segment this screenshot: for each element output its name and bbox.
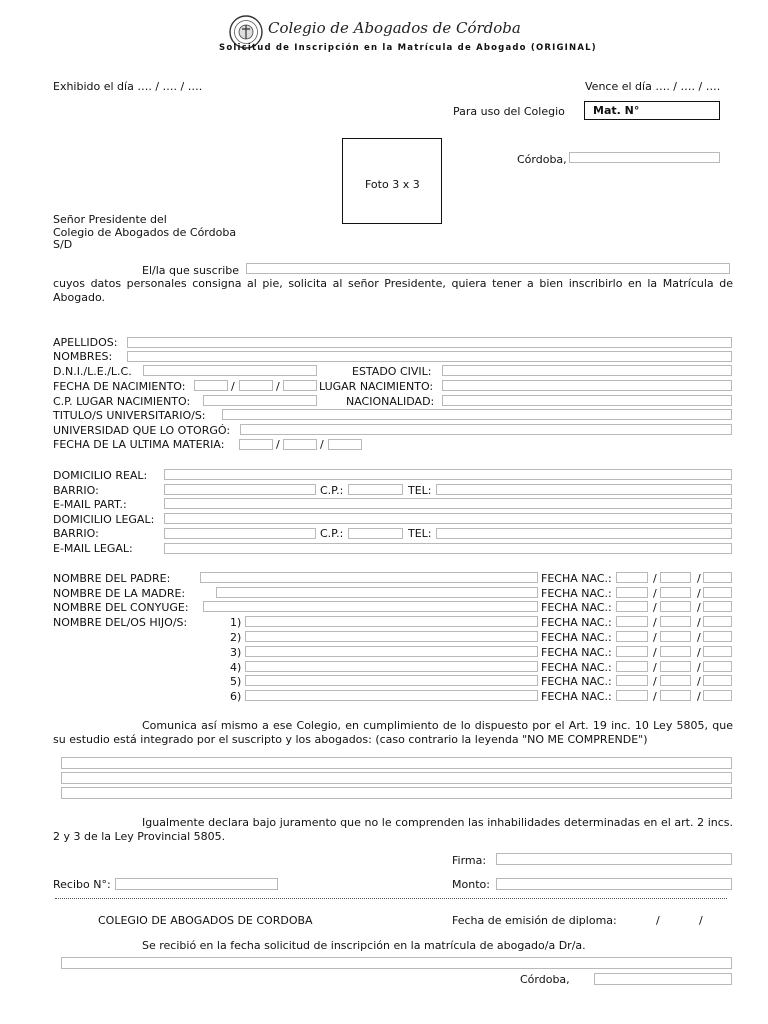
fecha-nac-hijo-1-slash-1: / xyxy=(653,616,657,629)
titulo-field[interactable] xyxy=(222,409,732,420)
fecha-nac-hijo-3-slash-2: / xyxy=(697,646,701,659)
fecha-nac-hijo-6-month[interactable] xyxy=(660,690,691,701)
fecha-nac-hijo-3-label: FECHA NAC.: xyxy=(541,646,612,659)
fecha-nac-madre-slash-2: / xyxy=(697,587,701,600)
tel-label: TEL: xyxy=(408,484,432,497)
org-name: Colegio de Abogados de Córdoba xyxy=(268,19,521,37)
photo-box xyxy=(342,138,442,224)
fecha-nac-padre-label: FECHA NAC.: xyxy=(541,572,612,585)
fecha-nac-hijo-1-month[interactable] xyxy=(660,616,691,627)
domicilio-legal-field[interactable] xyxy=(164,513,732,524)
fecha-nac-hijo-4-label: FECHA NAC.: xyxy=(541,661,612,674)
fecha-nac-padre-month[interactable] xyxy=(660,572,691,583)
fecha-nac-hijo-1-label: FECHA NAC.: xyxy=(541,616,612,629)
dni-field[interactable] xyxy=(143,365,317,376)
footer-slash1: / xyxy=(656,914,660,927)
photo-label: Foto 3 x 3 xyxy=(365,178,420,191)
fecha-nac-padre-day[interactable] xyxy=(616,572,648,583)
address-line3: S/D xyxy=(53,238,73,251)
universidad-field[interactable] xyxy=(240,424,732,435)
tel-field[interactable] xyxy=(436,484,732,495)
fecha-nac-hijo-2-year[interactable] xyxy=(703,631,732,642)
fecha-nac-hijo-5-year[interactable] xyxy=(703,675,732,686)
domicilio-legal-label: DOMICILIO LEGAL: xyxy=(53,513,155,526)
fecha-nac-hijo-6-slash-1: / xyxy=(653,690,657,703)
form-subtitle: Solicitud de Inscripción en la Matrícula de Abogado (ORIGINAL) xyxy=(219,43,597,53)
address-line2: Colegio de Abogados de Córdoba xyxy=(53,226,237,239)
hijo-number: 4) xyxy=(230,661,242,674)
fecha-nac-padre-slash-1: / xyxy=(653,572,657,585)
hijo-number: 1) xyxy=(230,616,242,629)
fecha-nac-padre-year[interactable] xyxy=(703,572,732,583)
domicilio-real-label: DOMICILIO REAL: xyxy=(53,469,148,482)
fecha-nac-slash2: / xyxy=(276,380,280,393)
address-line1: Señor Presidente del xyxy=(53,213,167,226)
hijo-name-field[interactable] xyxy=(245,675,538,686)
nacionalidad-label: NACIONALIDAD: xyxy=(346,395,435,408)
nombres-label: NOMBRES: xyxy=(53,350,113,363)
ultima-materia-label: FECHA DE LA ULTIMA MATERIA: xyxy=(53,438,225,451)
footer-recibio: Se recibió en la fecha solicitud de inscripción en la matrícula de abogado/a Dr/a. xyxy=(142,939,586,952)
cp-label: C.P.: xyxy=(320,484,344,497)
fecha-nac-hijo-5-label: FECHA NAC.: xyxy=(541,675,612,688)
fecha-nac-conyuge-label: FECHA NAC.: xyxy=(541,601,612,614)
fecha-nac-hijo-1-year[interactable] xyxy=(703,616,732,627)
tel-legal-field[interactable] xyxy=(436,528,732,539)
nacionalidad-field[interactable] xyxy=(442,395,732,406)
fecha-nac-hijo-1-slash-2: / xyxy=(697,616,701,629)
dni-label: D.N.I./L.E./L.C. xyxy=(53,365,132,378)
hijo-number: 5) xyxy=(230,675,242,688)
fecha-nac-hijo-6-slash-2: / xyxy=(697,690,701,703)
fecha-nac-conyuge-month[interactable] xyxy=(660,601,691,612)
universidad-label: UNIVERSIDAD QUE LO OTORGÓ: xyxy=(53,424,231,437)
fecha-nac-madre-year[interactable] xyxy=(703,587,732,598)
hijo-number: 2) xyxy=(230,631,242,644)
fecha-nac-conyuge-day[interactable] xyxy=(616,601,648,612)
fecha-nac-slash1: / xyxy=(231,380,235,393)
footer-slash2: / xyxy=(699,914,703,927)
footer-recibio-field[interactable] xyxy=(61,957,732,969)
hijos-label: NOMBRE DEL/OS HIJO/S: xyxy=(53,616,188,629)
ultima-materia-slash2: / xyxy=(320,438,324,451)
exhibido-label: Exhibido el día …. / …. / …. xyxy=(53,80,203,93)
footer-cordoba-field[interactable] xyxy=(594,973,732,985)
padre-label: NOMBRE DEL PADRE: xyxy=(53,572,171,585)
titulo-label: TITULO/S UNIVERSITARIO/S: xyxy=(53,409,206,422)
estado-civil-field[interactable] xyxy=(442,365,732,376)
fecha-nac-madre-month[interactable] xyxy=(660,587,691,598)
fecha-nac-madre-day[interactable] xyxy=(616,587,648,598)
hijo-name-field[interactable] xyxy=(245,646,538,657)
email-legal-field[interactable] xyxy=(164,543,732,554)
fecha-nac-hijo-4-day[interactable] xyxy=(616,661,648,672)
juramento-text: Igualmente declara bajo juramento que no le comprenden las inhabilidades determinadas en el art. 2 incs. 2 y 3 de la Ley Provincial 5805. xyxy=(53,816,733,843)
cp-lugar-label: C.P. LUGAR NACIMIENTO: xyxy=(53,395,191,408)
hijo-name-field[interactable] xyxy=(245,690,538,701)
firma-label: Firma: xyxy=(452,854,487,867)
nombres-field[interactable] xyxy=(127,351,732,362)
estudio-field-2[interactable] xyxy=(61,772,732,784)
firma-field[interactable] xyxy=(496,853,732,865)
footer-colegio: COLEGIO DE ABOGADOS DE CORDOBA xyxy=(98,914,313,927)
fecha-nac-hijo-6-day[interactable] xyxy=(616,690,648,701)
fecha-nac-hijo-2-month[interactable] xyxy=(660,631,691,642)
barrio-legal-field[interactable] xyxy=(164,528,316,539)
suscribe-field[interactable] xyxy=(246,263,730,274)
madre-field[interactable] xyxy=(216,587,538,598)
barrio-legal-label: BARRIO: xyxy=(53,527,99,540)
fecha-nac-hijo-4-slash-2: / xyxy=(697,661,701,674)
fecha-nac-hijo-3-year[interactable] xyxy=(703,646,732,657)
ultima-materia-year[interactable] xyxy=(328,439,362,450)
lugar-nac-field[interactable] xyxy=(442,380,732,391)
fecha-nac-hijo-6-label: FECHA NAC.: xyxy=(541,690,612,703)
recibo-field[interactable] xyxy=(115,878,278,890)
hijo-number: 3) xyxy=(230,646,242,659)
mat-box[interactable] xyxy=(584,101,720,120)
hijo-number: 6) xyxy=(230,690,242,703)
monto-field[interactable] xyxy=(496,878,732,890)
fecha-nac-madre-label: FECHA NAC.: xyxy=(541,587,612,600)
tel-legal-label: TEL: xyxy=(408,527,432,540)
fecha-nac-hijo-6-year[interactable] xyxy=(703,690,732,701)
intro-text: cuyos datos personales consigna al pie, solicita al señor Presidente, quiera tener a bien inscribirlo en la Matrícula de Abogado. xyxy=(53,277,733,304)
fecha-nac-day[interactable] xyxy=(194,380,228,391)
estudio-field-1[interactable] xyxy=(61,757,732,769)
fecha-nac-hijo-5-day[interactable] xyxy=(616,675,648,686)
cp-legal-field[interactable] xyxy=(348,528,403,539)
cut-line xyxy=(55,898,727,899)
cordoba-label: Córdoba, xyxy=(517,153,567,166)
fecha-nac-hijo-2-slash-1: / xyxy=(653,631,657,644)
fecha-nac-conyuge-year[interactable] xyxy=(703,601,732,612)
para-uso-label: Para uso del Colegio xyxy=(453,105,565,118)
fecha-nac-hijo-5-slash-2: / xyxy=(697,675,701,688)
fecha-nac-hijo-1-day[interactable] xyxy=(616,616,648,627)
monto-label: Monto: xyxy=(452,878,490,891)
email-part-label: E-MAIL PART.: xyxy=(53,498,127,511)
domicilio-real-field[interactable] xyxy=(164,469,732,480)
email-part-field[interactable] xyxy=(164,498,732,509)
fecha-nac-hijo-3-month[interactable] xyxy=(660,646,691,657)
hijo-name-field[interactable] xyxy=(245,661,538,672)
fecha-nac-hijo-4-slash-1: / xyxy=(653,661,657,674)
vence-label: Vence el día …. / …. / …. xyxy=(585,80,721,93)
fecha-nac-madre-slash-1: / xyxy=(653,587,657,600)
ultima-materia-slash1: / xyxy=(276,438,280,451)
conyuge-label: NOMBRE DEL CONYUGE: xyxy=(53,601,189,614)
madre-label: NOMBRE DE LA MADRE: xyxy=(53,587,186,600)
barrio-label: BARRIO: xyxy=(53,484,99,497)
fecha-nac-year[interactable] xyxy=(283,380,317,391)
fecha-nac-hijo-5-slash-1: / xyxy=(653,675,657,688)
apellidos-label: APELLIDOS: xyxy=(53,336,118,349)
barrio-field[interactable] xyxy=(164,484,316,495)
fecha-nac-hijo-3-slash-1: / xyxy=(653,646,657,659)
email-legal-label: E-MAIL LEGAL: xyxy=(53,542,133,555)
cp-legal-label: C.P.: xyxy=(320,527,344,540)
cordoba-field[interactable] xyxy=(569,152,720,163)
footer-fecha-diploma: Fecha de emisión de diploma: xyxy=(452,914,617,927)
footer-cordoba: Córdoba, xyxy=(520,973,570,986)
mat-label: Mat. N° xyxy=(593,104,640,117)
fecha-nac-conyuge-slash-1: / xyxy=(653,601,657,614)
fecha-nac-month[interactable] xyxy=(239,380,273,391)
lugar-nac-label: LUGAR NACIMIENTO: xyxy=(319,380,434,393)
apellidos-field[interactable] xyxy=(127,337,732,348)
estado-civil-label: ESTADO CIVIL: xyxy=(352,365,432,378)
hijo-name-field[interactable] xyxy=(245,616,538,627)
fecha-nac-hijo-3-day[interactable] xyxy=(616,646,648,657)
fecha-nac-hijo-5-month[interactable] xyxy=(660,675,691,686)
ultima-materia-day[interactable] xyxy=(239,439,273,450)
cp-field[interactable] xyxy=(348,484,403,495)
conyuge-field[interactable] xyxy=(203,601,538,612)
hijo-name-field[interactable] xyxy=(245,631,538,642)
fecha-nac-hijo-2-label: FECHA NAC.: xyxy=(541,631,612,644)
fecha-nac-hijo-4-year[interactable] xyxy=(703,661,732,672)
estudio-text: Comunica así mismo a ese Colegio, en cumplimiento de lo dispuesto por el Art. 19 inc. 10 Ley 5805, que su estudio está integrado por el suscripto y los abogados: (caso contrario la leyenda "NO ME COMPRENDE") xyxy=(53,719,733,746)
padre-field[interactable] xyxy=(200,572,538,583)
fecha-nac-hijo-4-month[interactable] xyxy=(660,661,691,672)
suscribe-label: El/la que suscribe xyxy=(142,264,240,277)
fecha-nac-hijo-2-slash-2: / xyxy=(697,631,701,644)
cp-lugar-field[interactable] xyxy=(203,395,317,406)
estudio-field-3[interactable] xyxy=(61,787,732,799)
fecha-nac-conyuge-slash-2: / xyxy=(697,601,701,614)
fecha-nac-label: FECHA DE NACIMIENTO: xyxy=(53,380,186,393)
fecha-nac-hijo-2-day[interactable] xyxy=(616,631,648,642)
fecha-nac-padre-slash-2: / xyxy=(697,572,701,585)
ultima-materia-month[interactable] xyxy=(283,439,317,450)
recibo-label: Recibo N°: xyxy=(53,878,111,891)
